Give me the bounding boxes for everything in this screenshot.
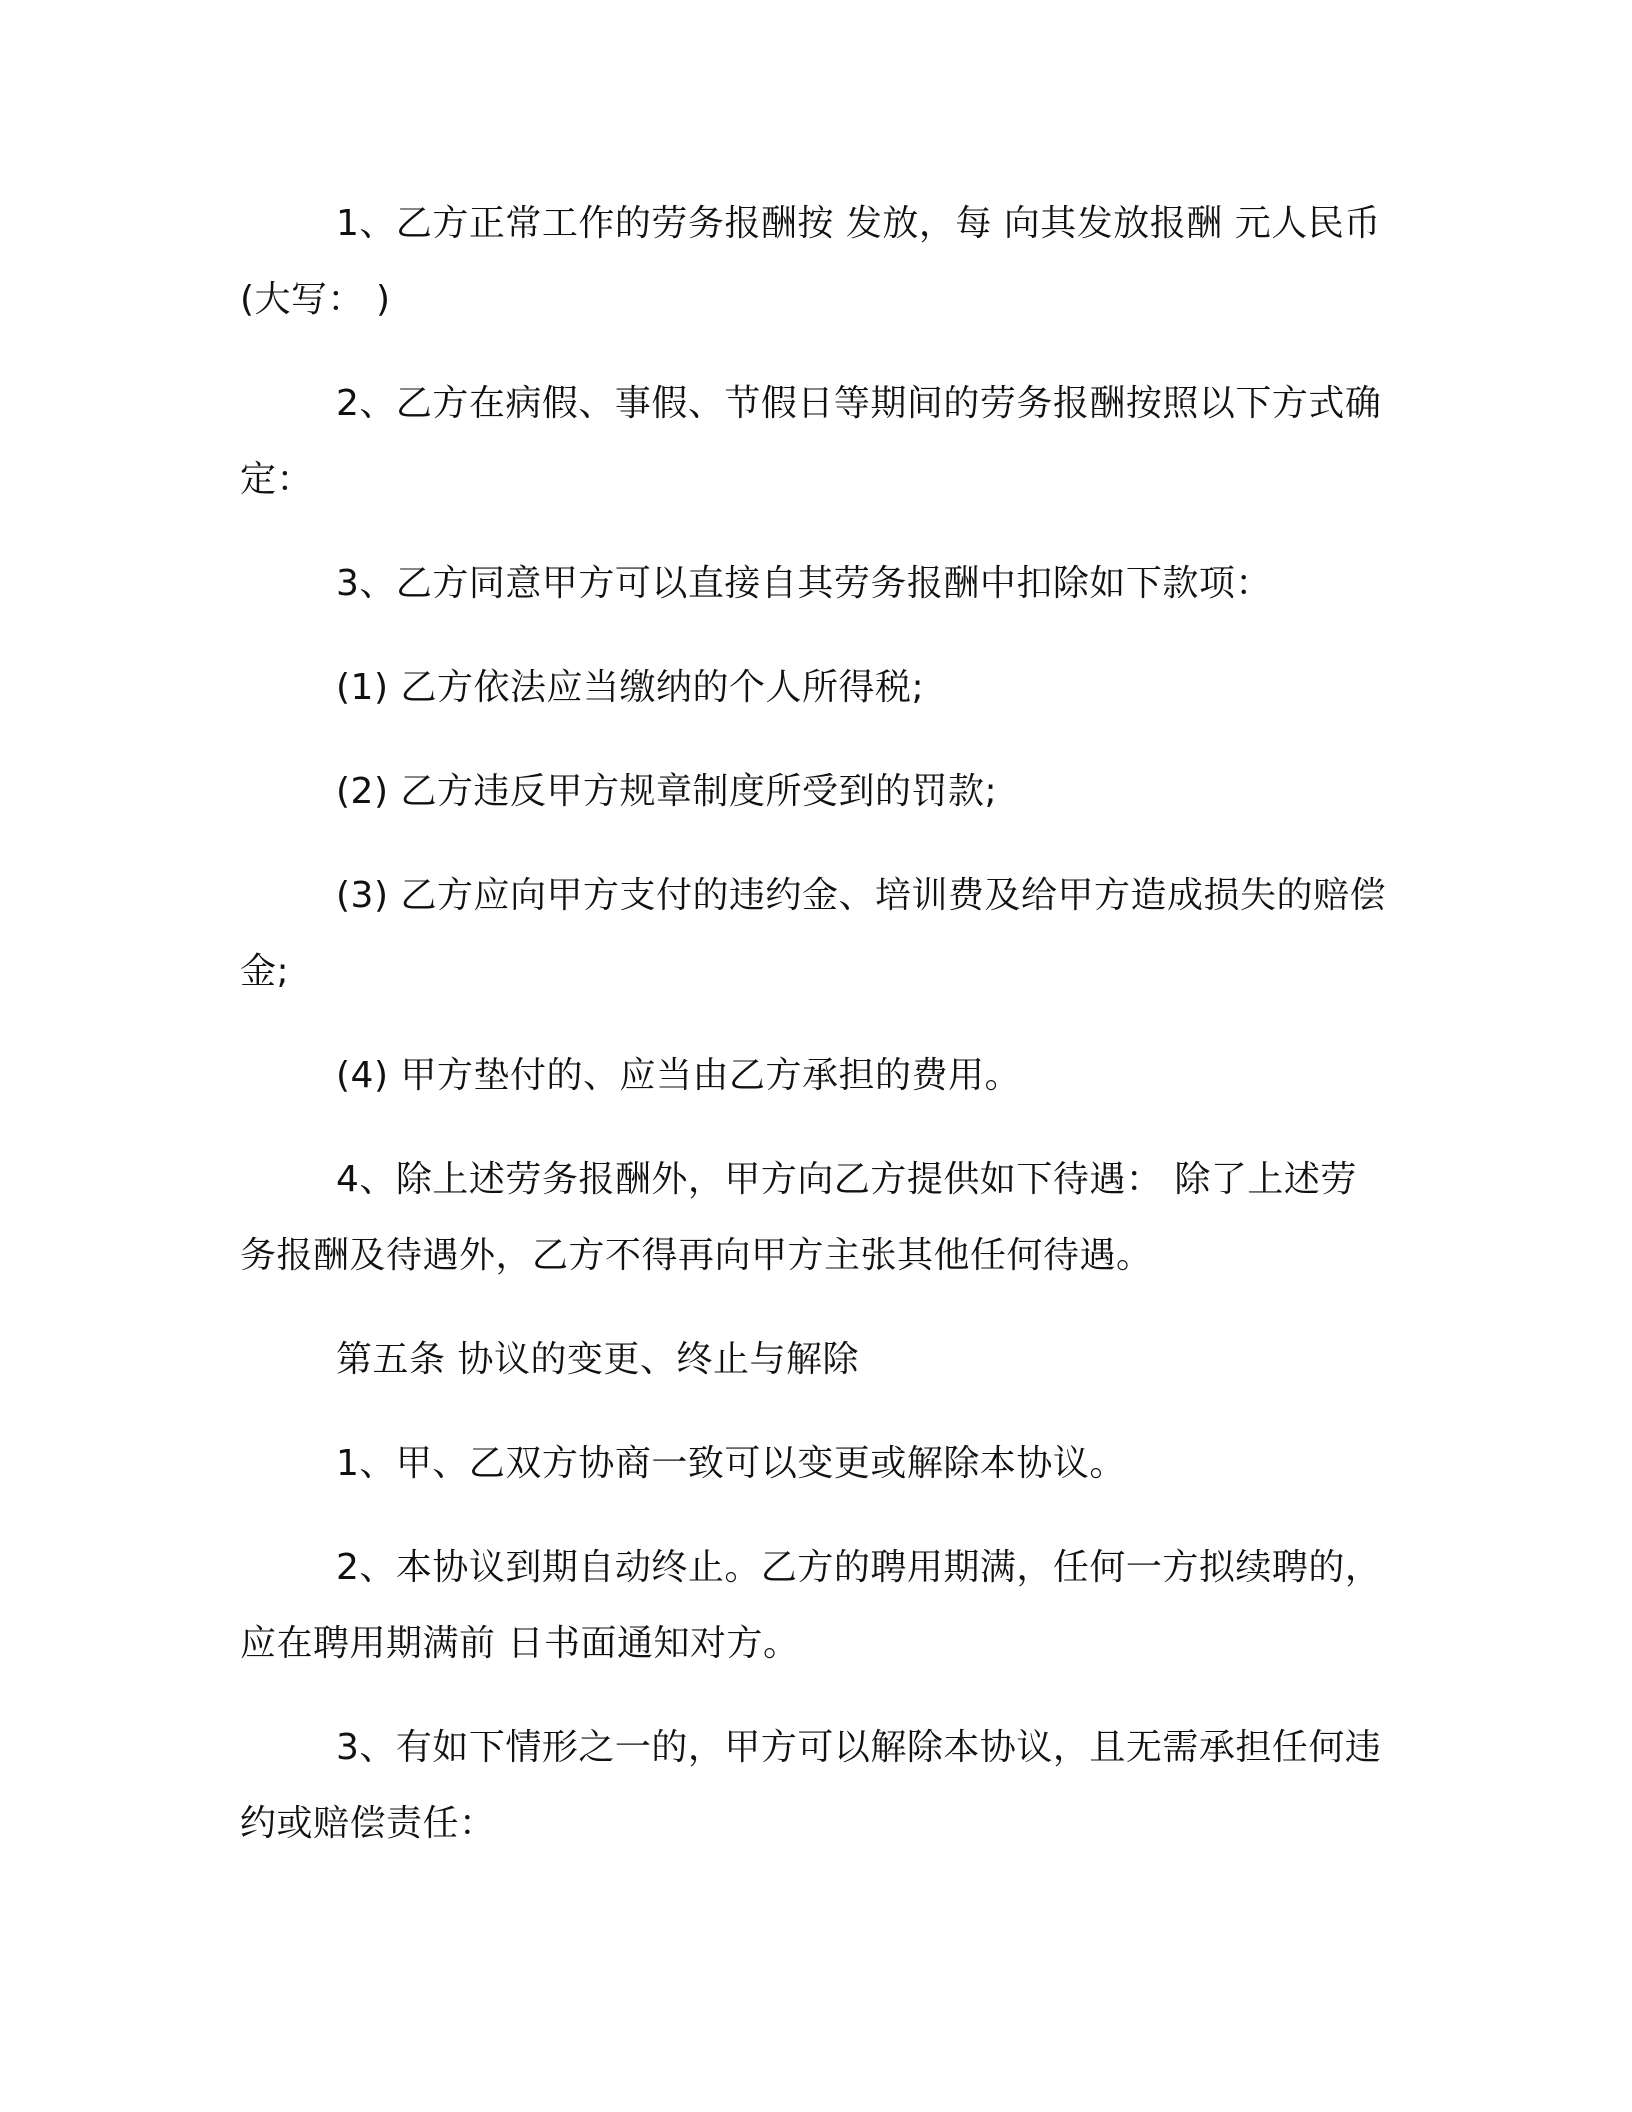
section-heading-article-5: 第五条 协议的变更、终止与解除 [336, 1339, 859, 1380]
deduction-item-3: (3) 乙方应向甲方支付的违约金、培训费及给甲方造成损失的赔偿金; [240, 875, 1386, 992]
clause-4-item-4: 4、除上述劳务报酬外，甲方向乙方提供如下待遇： 除了上述劳务报酬及待遇外，乙方不得再向甲方主张其他任何待遇。 [240, 1159, 1357, 1276]
deduction-item-4: (4) 甲方垫付的、应当由乙方承担的费用。 [336, 1055, 1021, 1096]
clause-5-item-3: 3、有如下情形之一的，甲方可以解除本协议，且无需承担任何违约或赔偿责任： [240, 1727, 1382, 1844]
clause-4-item-1: 1、乙方正常工作的劳务报酬按 发放，每 向其发放报酬 元人民币 (大写： ) [240, 203, 1381, 320]
deduction-item-2: (2) 乙方违反甲方规章制度所受到的罚款; [336, 771, 998, 812]
document-body [240, 186, 1390, 1890]
clause-4-item-3: 3、乙方同意甲方可以直接自其劳务报酬中扣除如下款项： [336, 563, 1272, 604]
clause-5-item-2: 2、本协议到期自动终止。乙方的聘用期满，任何一方拟续聘的，应在聘用期满前 日书面通知对方。 [240, 1547, 1382, 1664]
deduction-item-1: (1) 乙方依法应当缴纳的个人所得税; [336, 667, 925, 708]
clause-5-item-1: 1、甲、乙双方协商一致可以变更或解除本协议。 [336, 1443, 1126, 1484]
clause-4-item-2: 2、乙方在病假、事假、节假日等期间的劳务报酬按照以下方式确定： [240, 383, 1382, 500]
